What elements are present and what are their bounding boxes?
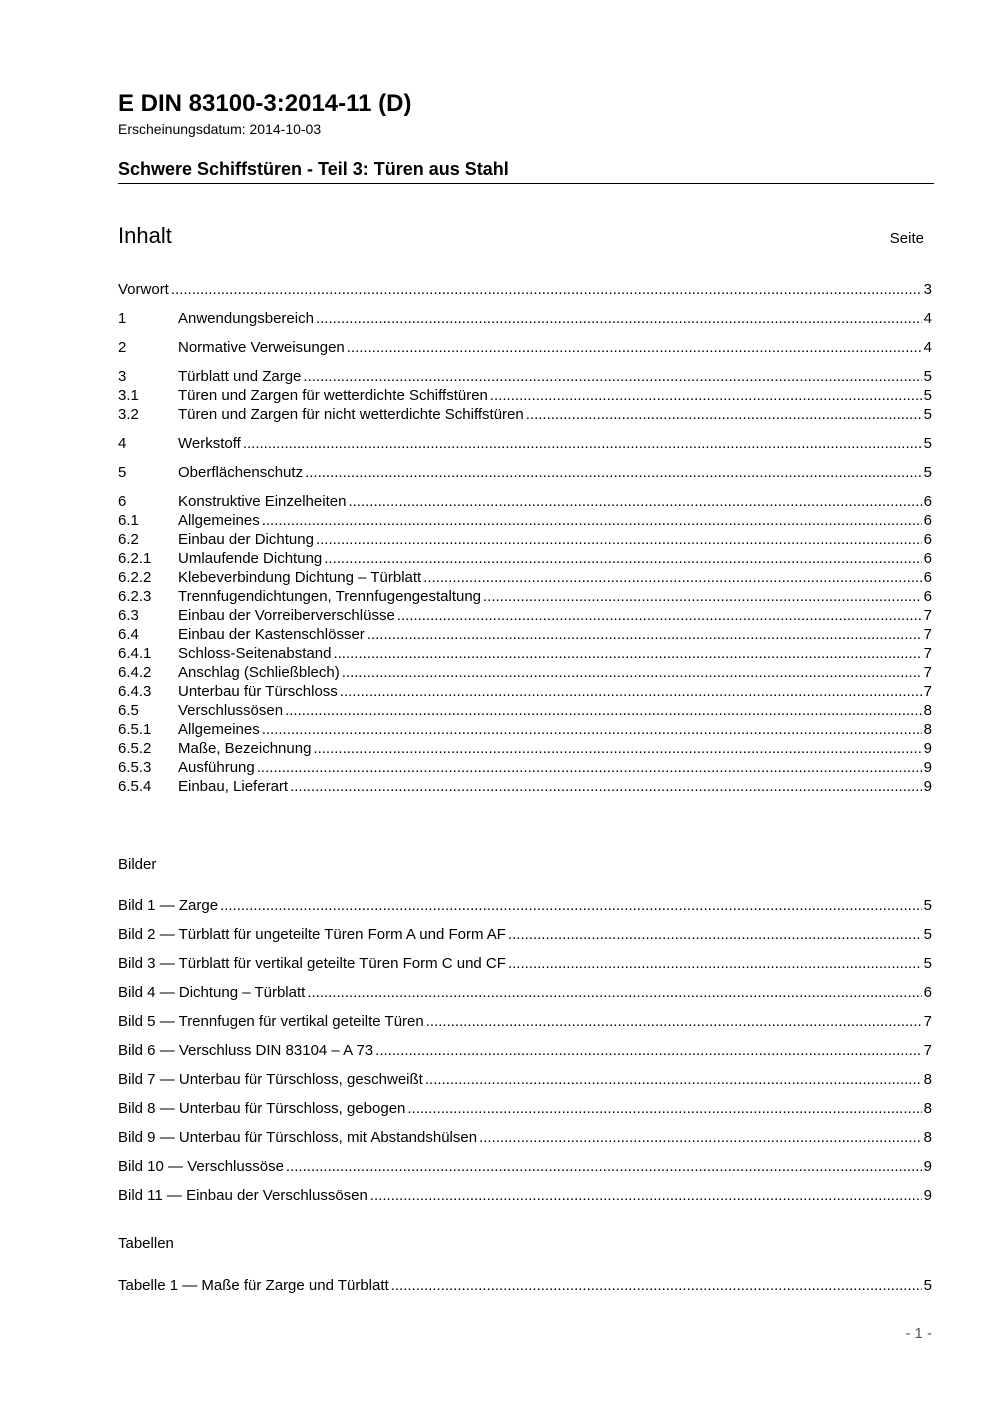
- dot-leader: [262, 720, 922, 739]
- entry-page: 5: [923, 368, 932, 385]
- dot-leader: [285, 701, 922, 720]
- entry-page: 6: [923, 588, 932, 605]
- entry-title: Allgemeines: [178, 512, 260, 529]
- entry-title: Schloss-Seitenabstand: [178, 645, 332, 662]
- list-entry[interactable]: [118, 1157, 932, 1176]
- entry-title: Bild 4 — Dichtung – Türblatt: [118, 984, 306, 1001]
- dot-leader: [391, 1276, 922, 1295]
- list-entry[interactable]: [118, 983, 932, 1002]
- entry-title: Anschlag (Schließblech): [178, 664, 340, 681]
- entry-title: Türblatt und Zarge: [178, 368, 302, 385]
- entry-title: Oberflächenschutz: [178, 464, 304, 481]
- dot-leader: [290, 777, 922, 796]
- dot-leader: [342, 663, 922, 682]
- page-column-label: Seite: [889, 230, 924, 247]
- list-of-tables: [118, 1276, 932, 1295]
- toc-entry[interactable]: [118, 644, 932, 663]
- dot-leader: [508, 925, 922, 944]
- entry-page: 7: [923, 1013, 932, 1030]
- dot-leader: [508, 954, 922, 973]
- list-of-figures: [118, 896, 932, 1215]
- entry-number: 6.2.2: [118, 569, 152, 586]
- list-entry[interactable]: [118, 954, 932, 973]
- toc-entry[interactable]: [118, 434, 932, 453]
- toc-entry[interactable]: [118, 625, 932, 644]
- entry-page: 5: [923, 406, 932, 423]
- toc-entry[interactable]: [118, 606, 932, 625]
- entry-title: Bild 3 — Türblatt für vertikal geteilte Türen Form C und CF: [118, 955, 506, 972]
- dot-leader: [313, 739, 921, 758]
- toc-entry[interactable]: [118, 338, 932, 357]
- title-divider: [118, 183, 934, 184]
- dot-leader: [490, 386, 922, 405]
- dot-leader: [483, 587, 922, 606]
- entry-page: 7: [923, 626, 932, 643]
- entry-title: Bild 7 — Unterbau für Türschloss, geschweißt: [118, 1071, 423, 1088]
- entry-page: 9: [923, 778, 932, 795]
- entry-title: Trennfugendichtungen, Trennfugengestaltung: [178, 588, 482, 605]
- entry-title: Einbau der Dichtung: [178, 531, 314, 548]
- entry-page: 7: [923, 664, 932, 681]
- list-entry[interactable]: [118, 896, 932, 915]
- toc-entry[interactable]: [118, 463, 932, 482]
- entry-page: 8: [923, 1071, 932, 1088]
- page-number: - 1 -: [905, 1325, 932, 1342]
- entry-number: 6.5.4: [118, 778, 152, 795]
- entry-number: 6.5: [118, 702, 139, 719]
- publication-date: Erscheinungsdatum: 2014-10-03: [118, 121, 322, 137]
- entry-page: 6: [923, 984, 932, 1001]
- entry-number: 3.2: [118, 406, 139, 423]
- dot-leader: [426, 1012, 922, 1031]
- dot-leader: [171, 280, 922, 299]
- entry-page: 5: [923, 464, 932, 481]
- entry-page: 6: [923, 512, 932, 529]
- entry-number: 6.2.1: [118, 550, 152, 567]
- dot-leader: [425, 1070, 922, 1089]
- toc-entry[interactable]: [118, 568, 932, 587]
- entry-page: 9: [923, 759, 932, 776]
- entry-number: 6.4: [118, 626, 139, 643]
- list-entry[interactable]: [118, 1099, 932, 1118]
- dot-leader: [347, 338, 922, 357]
- entry-page: 8: [923, 702, 932, 719]
- toc-entry[interactable]: [118, 587, 932, 606]
- entry-number: 6.5.2: [118, 740, 152, 757]
- entry-title: Bild 5 — Trennfugen für vertikal geteilte Türen: [118, 1013, 424, 1030]
- entry-page: 7: [923, 1042, 932, 1059]
- entry-title: Bild 11 — Einbau der Verschlussösen: [118, 1187, 368, 1204]
- dot-leader: [257, 758, 922, 777]
- figures-label: Bilder: [118, 856, 157, 873]
- toc-entry[interactable]: [118, 511, 932, 530]
- entry-title: Einbau, Lieferart: [178, 778, 289, 795]
- toc-entry[interactable]: [118, 701, 932, 720]
- dot-leader: [526, 405, 922, 424]
- entry-title: Bild 6 — Verschluss DIN 83104 – A 73: [118, 1042, 374, 1059]
- entry-page: 4: [923, 339, 932, 356]
- entry-number: 6.1: [118, 512, 139, 529]
- toc-entry[interactable]: [118, 309, 932, 328]
- dot-leader: [307, 983, 921, 1002]
- dot-leader: [220, 896, 922, 915]
- entry-number: 4: [118, 435, 127, 452]
- entry-number: 6: [118, 493, 127, 510]
- entry-number: 2: [118, 339, 127, 356]
- dot-leader: [423, 568, 921, 587]
- toc-entry[interactable]: [118, 739, 932, 758]
- entry-number: 6.4.3: [118, 683, 152, 700]
- entry-page: 9: [923, 740, 932, 757]
- entry-page: 8: [923, 1129, 932, 1146]
- entry-title: Klebeverbindung Dichtung – Türblatt: [178, 569, 422, 586]
- entry-title: Normative Verweisungen: [178, 339, 345, 356]
- entry-page: 9: [923, 1187, 932, 1204]
- dot-leader: [367, 625, 922, 644]
- entry-number: 6.4.2: [118, 664, 152, 681]
- dot-leader: [407, 1099, 921, 1118]
- entry-number: 6.5.1: [118, 721, 152, 738]
- entry-title: Bild 9 — Unterbau für Türschloss, mit Abstandshülsen: [118, 1129, 478, 1146]
- toc-entry[interactable]: [118, 405, 932, 424]
- dot-leader: [243, 434, 922, 453]
- toc-entry[interactable]: [118, 777, 932, 796]
- entry-page: 8: [923, 1100, 932, 1117]
- toc-entry[interactable]: [118, 530, 932, 549]
- list-entry[interactable]: [118, 1070, 932, 1089]
- entry-page: 5: [923, 897, 932, 914]
- entry-page: 4: [923, 310, 932, 327]
- toc-entry[interactable]: [118, 367, 932, 386]
- entry-number: 1: [118, 310, 127, 327]
- dot-leader: [305, 463, 922, 482]
- entry-title: Tabelle 1 — Maße für Zarge und Türblatt: [118, 1277, 389, 1294]
- entry-title: Einbau der Vorreiberverschlüsse: [178, 607, 395, 624]
- entry-number: 6.2.3: [118, 588, 152, 605]
- entry-title: Bild 1 — Zarge: [118, 897, 219, 914]
- entry-page: 6: [923, 493, 932, 510]
- entry-page: 5: [923, 1277, 932, 1294]
- entry-number: 6.4.1: [118, 645, 152, 662]
- entry-title: Konstruktive Einzelheiten: [178, 493, 347, 510]
- toc-entry[interactable]: [118, 663, 932, 682]
- list-entry[interactable]: [118, 925, 932, 944]
- dot-leader: [316, 530, 922, 549]
- entry-title: Umlaufende Dichtung: [178, 550, 323, 567]
- entry-title: Unterbau für Türschloss: [178, 683, 338, 700]
- entry-title: Verschlussösen: [178, 702, 284, 719]
- toc-entry[interactable]: [118, 549, 932, 568]
- entry-number: 6.3: [118, 607, 139, 624]
- dot-leader: [324, 549, 921, 568]
- entry-page: 6: [923, 550, 932, 567]
- toc-entry[interactable]: [118, 720, 932, 739]
- entry-title: Bild 2 — Türblatt für ungeteilte Türen Form A und Form AF: [118, 926, 506, 943]
- entry-page: 3: [923, 281, 932, 298]
- dot-leader: [262, 511, 922, 530]
- entry-page: 6: [923, 531, 932, 548]
- dot-leader: [370, 1186, 922, 1205]
- entry-title: Einbau der Kastenschlösser: [178, 626, 365, 643]
- entry-page: 7: [923, 645, 932, 662]
- entry-title: Türen und Zargen für nicht wetterdichte Schiffstüren: [178, 406, 524, 423]
- entry-title: Maße, Bezeichnung: [178, 740, 312, 757]
- toc-entry[interactable]: [118, 492, 932, 511]
- dot-leader: [479, 1128, 922, 1147]
- entry-title: Bild 10 — Verschlussöse: [118, 1158, 284, 1175]
- entry-page: 5: [923, 955, 932, 972]
- entry-title: Vorwort: [118, 281, 169, 298]
- list-entry[interactable]: [118, 1012, 932, 1031]
- entry-page: 5: [923, 926, 932, 943]
- list-entry[interactable]: [118, 1128, 932, 1147]
- tables-label: Tabellen: [118, 1235, 174, 1252]
- dot-leader: [316, 309, 922, 328]
- entry-page: 6: [923, 569, 932, 586]
- entry-number: 6.5.3: [118, 759, 152, 776]
- entry-page: 5: [923, 435, 932, 452]
- list-entry[interactable]: [118, 1186, 932, 1205]
- toc-entry[interactable]: [118, 758, 932, 777]
- document-title: E DIN 83100-3:2014-11 (D): [118, 90, 412, 117]
- document-subtitle: Schwere Schiffstüren - Teil 3: Türen aus Stahl: [118, 159, 509, 179]
- dot-leader: [397, 606, 922, 625]
- entry-title: Allgemeines: [178, 721, 260, 738]
- toc-entry[interactable]: [118, 280, 932, 299]
- dot-leader: [348, 492, 921, 511]
- table-of-contents: [118, 280, 932, 796]
- entry-number: 6.2: [118, 531, 139, 548]
- entry-title: Türen und Zargen für wetterdichte Schiffstüren: [178, 387, 488, 404]
- entry-title: Werkstoff: [178, 435, 241, 452]
- entry-page: 9: [923, 1158, 932, 1175]
- entry-page: 7: [923, 607, 932, 624]
- entry-title: Bild 8 — Unterbau für Türschloss, gebogen: [118, 1100, 406, 1117]
- dot-leader: [286, 1157, 922, 1176]
- dot-leader: [375, 1041, 922, 1060]
- entry-page: 7: [923, 683, 932, 700]
- toc-heading: Inhalt: [118, 223, 172, 248]
- dot-leader: [303, 367, 921, 386]
- dot-leader: [333, 644, 921, 663]
- list-entry[interactable]: [118, 1041, 932, 1060]
- list-entry[interactable]: [118, 1276, 932, 1295]
- entry-number: 5: [118, 464, 127, 481]
- entry-title: Anwendungsbereich: [178, 310, 314, 327]
- entry-page: 8: [923, 721, 932, 738]
- entry-number: 3: [118, 368, 127, 385]
- entry-title: Ausführung: [178, 759, 255, 776]
- toc-entry[interactable]: [118, 682, 932, 701]
- dot-leader: [340, 682, 922, 701]
- entry-number: 3.1: [118, 387, 139, 404]
- entry-page: 5: [923, 387, 932, 404]
- toc-entry[interactable]: [118, 386, 932, 405]
